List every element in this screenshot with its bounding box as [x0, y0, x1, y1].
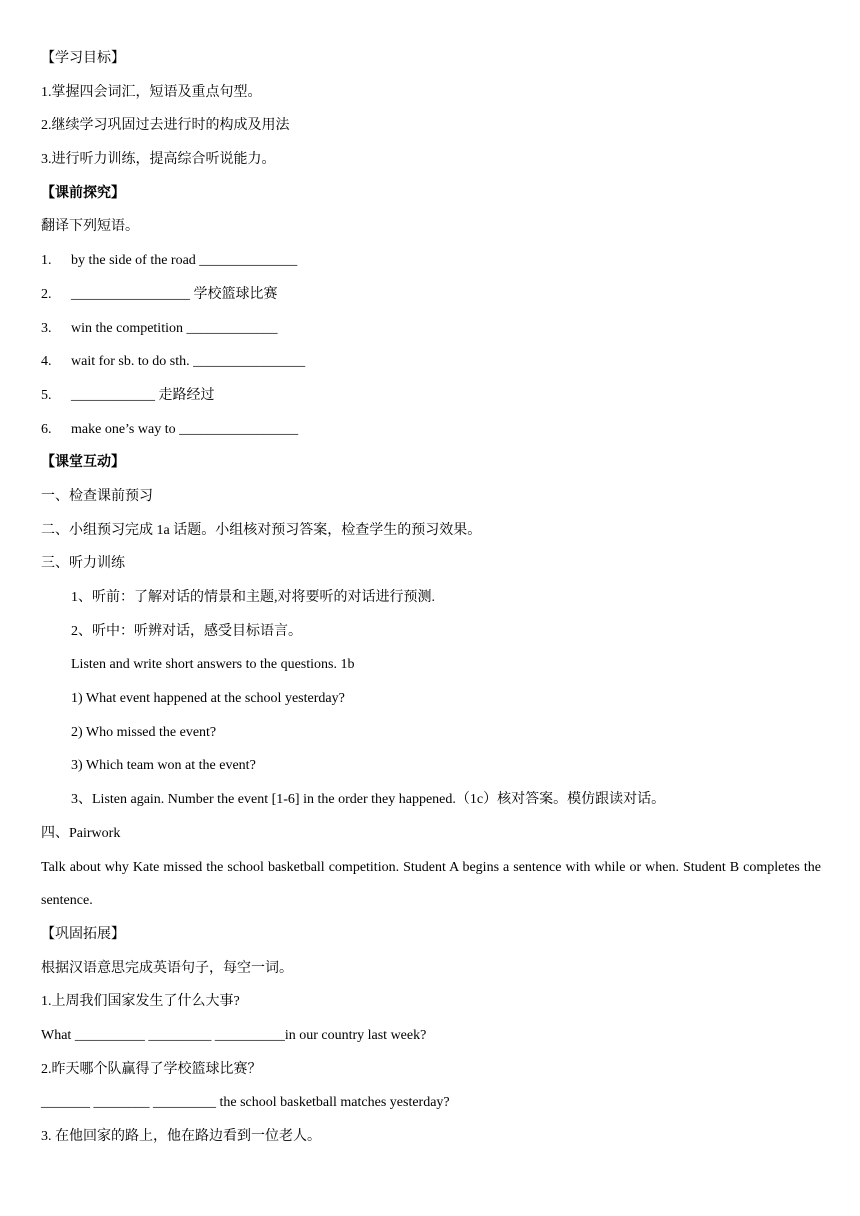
listen-instruction: Listen and write short answers to the questions. 1b [71, 657, 355, 673]
listen-again: 3、Listen again. Number the event [1-6] in the order they happened.（1c）核对答案。模仿跟读对话。 [71, 792, 666, 808]
item-number: 3. [41, 320, 52, 336]
interaction-heading: 【课堂互动】 [41, 455, 125, 471]
exercise-line: 3. 在他回家的路上，他在路边看到一位老人。 [41, 1129, 321, 1145]
item-number: 5. [41, 387, 52, 403]
worksheet-page [41, 48, 821, 1160]
preview-item [41, 385, 821, 419]
consolidation-instruction: 根据汉语意思完成英语句子，每空一词。 [41, 960, 293, 976]
exercise-line: 2.昨天哪个队赢得了学校篮球比赛？ [41, 1061, 262, 1077]
question-item: 2) Who missed the event? [71, 724, 217, 740]
exercise-line: 1.上周我们国家发生了什么大事? [41, 994, 240, 1010]
item-number: 6. [41, 421, 52, 437]
step-four: 四、Pairwork [41, 825, 121, 841]
question-item: 3) Which team won at the event? [71, 758, 256, 774]
step-one: 一、检查课前预习 [41, 488, 153, 504]
item-text: ____________ 走路经过 [71, 387, 215, 403]
objective-item: 2.继续学习巩固过去进行时的构成及用法 [41, 118, 290, 134]
item-text: wait for sb. to do sth. ________________ [71, 354, 306, 370]
item-text: win the competition _____________ [71, 320, 278, 336]
item-text: by the side of the road ______________ [71, 253, 298, 269]
item-number: 4. [41, 354, 52, 370]
preview-heading: 【课前探究】 [41, 185, 125, 201]
preview-item [41, 318, 821, 352]
preview-item [41, 284, 821, 318]
exercise-line: _______ ________ _________ the school basketball matches yesterday? [41, 1095, 450, 1111]
item-text: _________________ 学校篮球比赛 [71, 286, 278, 302]
exercise-line: What __________ _________ __________in our country last week? [41, 1027, 427, 1043]
question-item: 1) What event happened at the school yesterday? [71, 691, 345, 707]
listen-before: 1、听前：了解对话的情景和主题,对将要听的对话进行预测. [71, 590, 435, 605]
preview-item [41, 250, 821, 284]
objective-item: 1.掌握四会词汇，短语及重点句型。 [41, 84, 262, 100]
preview-instruction: 翻译下列短语。 [41, 219, 139, 235]
objectives-heading: 【学习目标】 [41, 51, 125, 66]
listen-during: 2、听中：听辨对话，感受目标语言。 [71, 623, 302, 639]
preview-item [41, 419, 821, 453]
objective-item: 3.进行听力训练，提高综合听说能力。 [41, 152, 276, 168]
item-number: 2. [41, 286, 52, 302]
item-text: make one’s way to _________________ [71, 421, 299, 437]
pairwork-text: Talk about why Kate missed the school basketball competition. Student A begins a sentence with while or when. Student B completes the sentence. [41, 859, 821, 909]
step-three: 三、听力训练 [41, 556, 125, 572]
step-two: 二、小组预习完成 1a 话题。小组核对预习答案，检查学生的预习效果。 [41, 522, 482, 538]
consolidation-heading: 【巩固拓展】 [41, 926, 125, 942]
item-number: 1. [41, 253, 52, 269]
preview-item [41, 351, 821, 385]
